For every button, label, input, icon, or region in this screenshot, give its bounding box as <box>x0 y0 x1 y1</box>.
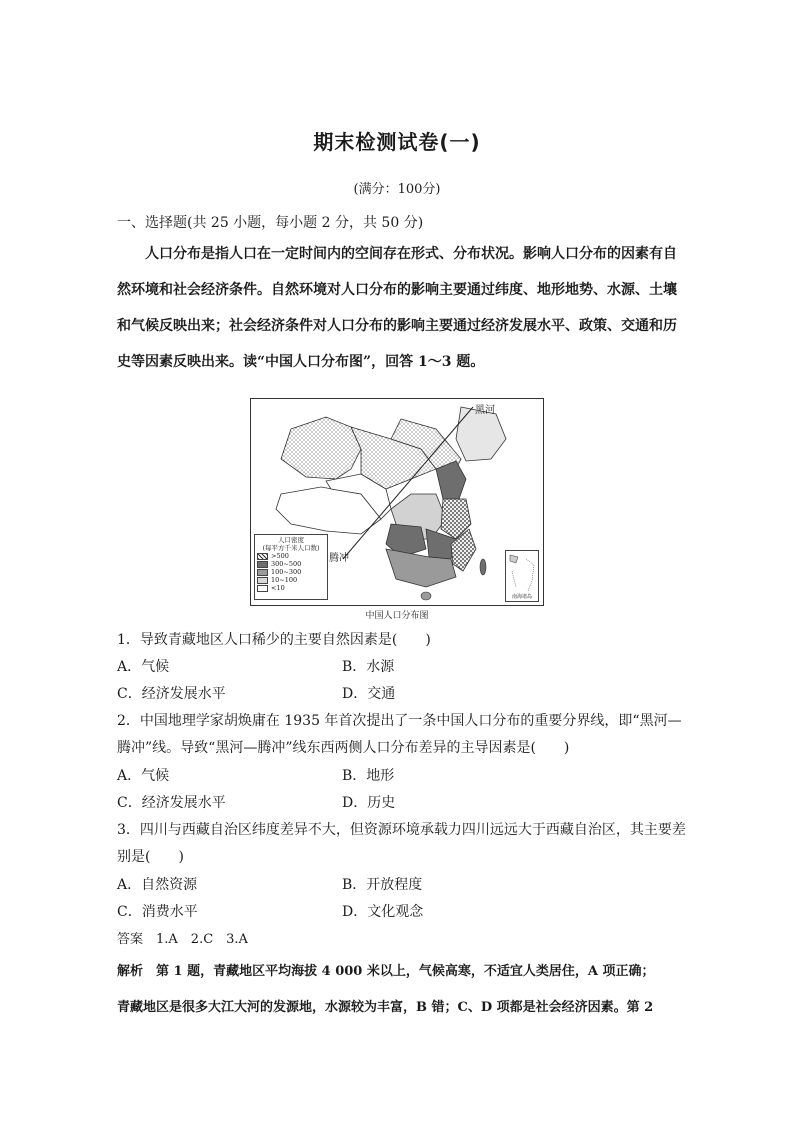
legend-title: 人口密度 <box>278 536 304 544</box>
inset-label: 南海诸岛 <box>511 594 532 600</box>
question-2-option-a[interactable]: A．气候 <box>117 768 170 784</box>
question-3-stem-line1: 3．四川与西藏自治区纬度差异不大，但资源环境承载力四川远远大于西藏自治区，其主要差 <box>117 822 686 838</box>
analysis-line: 解析 第 1 题，青藏地区平均海拔 4 000 米以上，气候高寒，不适宜人类居住，A 项正确； <box>117 964 655 979</box>
intro-line: 人口分布是指人口在一定时间内的空间存在形式、分布状况。影响人口分布的因素有自 <box>145 246 677 262</box>
map-caption: 中国人口分布图 <box>365 611 429 621</box>
label-tengchong: 腾冲 <box>329 553 349 564</box>
question-3-stem-line2: 别是( ) <box>117 849 184 865</box>
question-3-option-b[interactable]: B．开放程度 <box>342 877 423 893</box>
region-west <box>281 417 361 479</box>
region-taiwan <box>480 559 486 575</box>
question-1-option-b[interactable]: B．水源 <box>342 659 395 675</box>
answer-key: 答案 1.A 2.C 3.A <box>117 932 248 947</box>
question-1-option-c[interactable]: C．经济发展水平 <box>117 686 226 702</box>
question-2-option-b[interactable]: B．地形 <box>342 768 395 784</box>
legend-subtitle: (每平方千米人口数) <box>262 544 320 552</box>
map-legend <box>254 534 328 600</box>
question-3-option-d[interactable]: D．文化观念 <box>342 904 424 920</box>
legend-item: 100~300 <box>257 568 325 576</box>
legend-item: 10~100 <box>257 576 325 584</box>
legend-item: >500 <box>257 552 325 560</box>
page-title: 期末检测试卷(一) <box>313 130 481 154</box>
inset-drawing <box>506 551 538 595</box>
question-3-option-a[interactable]: A．自然资源 <box>117 877 198 893</box>
intro-line: 然环境和社会经济条件。自然环境对人口分布的影响主要通过纬度、地形地势、水源、土壤 <box>117 282 677 298</box>
china-population-map <box>250 398 544 606</box>
question-2-stem-line1: 2．中国地理学家胡焕庸在 1935 年首次提出了一条中国人口分布的重要分界线，即“黑河— <box>117 713 682 729</box>
question-1-option-a[interactable]: A．气候 <box>117 659 170 675</box>
question-2-option-d[interactable]: D．历史 <box>342 795 396 811</box>
intro-line: 史等因素反映出来。读“中国人口分布图”，回答 1～3 题。 <box>117 354 485 370</box>
label-heihe: 黑河 <box>475 405 495 416</box>
legend-item: <10 <box>257 584 325 592</box>
south-china-sea-inset <box>505 550 539 602</box>
analysis-line: 青藏地区是很多大江大河的发源地，水源较为丰富，B 错；C、D 项都是社会经济因素。第 2 <box>117 1000 654 1015</box>
legend-item: 300~500 <box>257 560 325 568</box>
question-2-stem-line2: 腾冲”线。导致“黑河—腾冲”线东西两侧人口分布差异的主导因素是( ) <box>117 740 570 756</box>
section-heading: 一、选择题(共 25 小题，每小题 2 分，共 50 分) <box>117 215 424 231</box>
full-score: (满分：100分) <box>353 182 441 197</box>
question-1-option-d[interactable]: D．交通 <box>342 686 396 702</box>
intro-paragraph <box>117 236 687 380</box>
intro-line: 和气候反映出来；社会经济条件对人口分布的影响主要通过经济发展水平、政策、交通和历 <box>117 318 677 334</box>
region-hainan <box>421 592 431 600</box>
question-2-option-c[interactable]: C．经济发展水平 <box>117 795 226 811</box>
question-1-stem: 1．导致青藏地区人口稀少的主要自然因素是( ) <box>117 632 431 648</box>
question-3-option-c[interactable]: C．消费水平 <box>117 904 198 920</box>
